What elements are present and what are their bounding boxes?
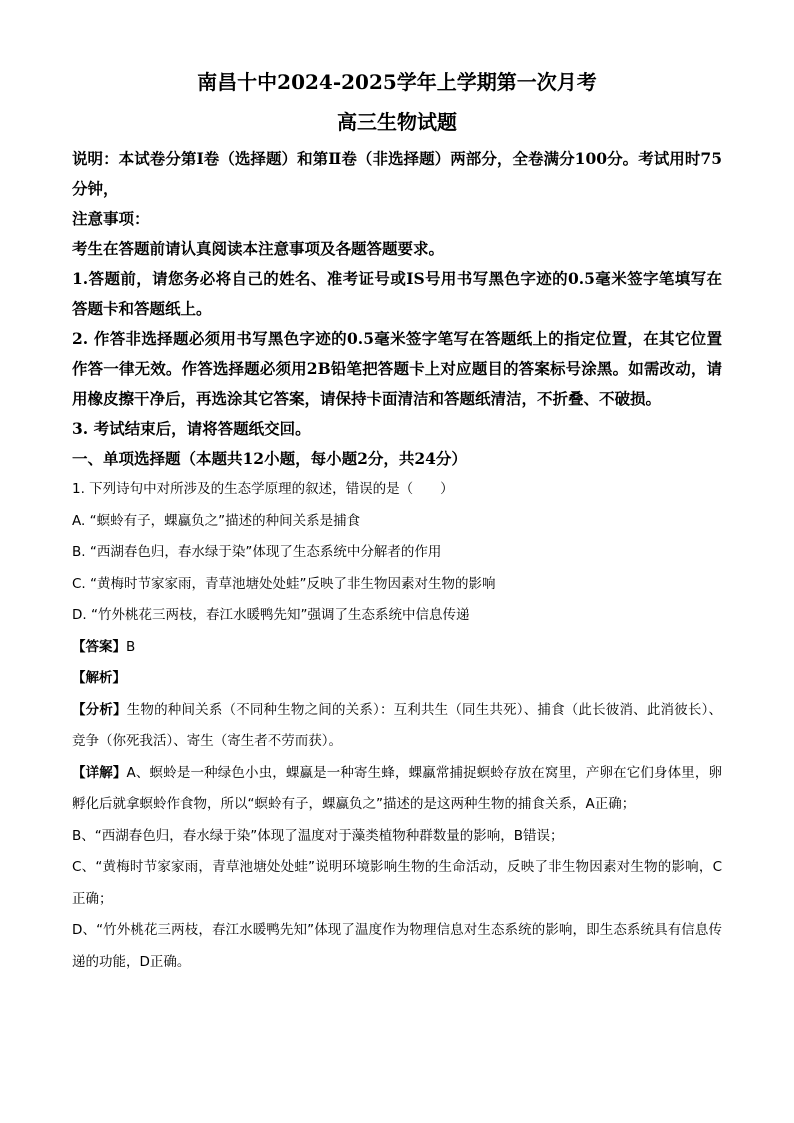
answer-line bbox=[72, 632, 722, 664]
fenxi-text: 生物的种间关系（不同种生物之间的关系）：互利共生（同生共死）、捕食（此长彼消、此消彼长）、竞争（你死我活）、寄生（寄生者不劳而获）。 bbox=[72, 701, 723, 749]
attention-intro: 考生在答题前请认真阅读本注意事项及各题答题要求。 bbox=[72, 239, 445, 258]
question-1-option-c: C. “黄梅时节家家雨，青草池塘处处蛙”反映了非生物因素对生物的影响 bbox=[72, 575, 496, 592]
question-1-stem: 1. 下列诗句中对所涉及的生态学原理的叙述，错误的是（ ） bbox=[72, 481, 454, 497]
attention-item-3: 3. 考试结束后，请将答题纸交回。 bbox=[72, 419, 311, 438]
exam-title: 南昌十中2024-2025学年上学期第一次月考 bbox=[197, 70, 597, 94]
answer-tag: 【答案】 bbox=[72, 638, 126, 655]
xiangjie-d-paragraph: D、“竹外桃花三两枝，春江水暖鸭先知”体现了温度作为物理信息对生态系统的影响，即生态系统具有信息传递的功能，D正确。 bbox=[72, 922, 722, 970]
xiangjie-tag: 【详解】 bbox=[72, 764, 127, 781]
xiangjie-a-text: A、螟蛉是一种绿色小虫，蜾蠃是一种寄生蜂，蜾蠃常捕捉螟蛉存放在窝里，产卵在它们身体里，卵孵化后就拿螟蛉作食物，所以“螟蛉有子，蜾蠃负之”描述的是这两种生物的捕食关系，A正确； bbox=[72, 764, 723, 812]
fenxi-tag: 【分析】 bbox=[72, 701, 127, 718]
attention-item-2: 2. 作答非选择题必须用书写黑色字迹的0.5毫米签字笔写在答题纸上的指定位置，在其它位置作答一律无效。作答选择题必须用2B铅笔把答题卡上对应题目的答案标号涂黑。如需改动，请用橡皮擦干净后，再选涂其它答案，请保持卡面清洁和答题纸清洁，不折叠、不破损。 bbox=[72, 329, 722, 408]
section-title: 一、单项选择题（本题共12小题，每小题2分，共24分） bbox=[72, 449, 467, 468]
xiangjie-c-paragraph: C、“黄梅时节家家雨，青草池塘处处蛙”说明环境影响生物的生命活动，反映了非生物因素对生物的影响，C正确； bbox=[72, 859, 722, 907]
analysis-line bbox=[72, 663, 722, 695]
analysis-tag: 【解析】 bbox=[72, 670, 126, 686]
question-1-option-b: B. “西湖春色归，春水绿于染”体现了生态系统中分解者的作用 bbox=[72, 544, 442, 560]
exam-note: 说明：本试卷分第Ⅰ卷（选择题）和第Ⅱ卷（非选择题）两部分，全卷满分100分。考试用时75分钟， bbox=[72, 149, 722, 198]
xiangjie-a-paragraph bbox=[72, 758, 722, 821]
attention-item-1: 1.答题前，请您务必将自己的姓名、准考证号或IS号用书写黑色字迹的0.5毫米签字笔填写在答题卡和答题纸上。 bbox=[72, 269, 722, 318]
xiangjie-b-paragraph: B、“西湖春色归，春水绿于染”体现了温度对于藻类植物种群数量的影响，B错误； bbox=[72, 827, 564, 844]
answer-value: B bbox=[126, 638, 136, 655]
fenxi-paragraph bbox=[72, 695, 722, 758]
question-1-option-d: D. “竹外桃花三两枝，春江水暖鸭先知”强调了生态系统中信息传递 bbox=[72, 607, 470, 623]
question-1-option-a: A. “螟蛉有子，蜾蠃负之”描述的种间关系是捕食 bbox=[72, 512, 361, 529]
exam-subtitle: 高三生物试题 bbox=[337, 110, 457, 134]
attention-title: 注意事项： bbox=[72, 209, 150, 228]
